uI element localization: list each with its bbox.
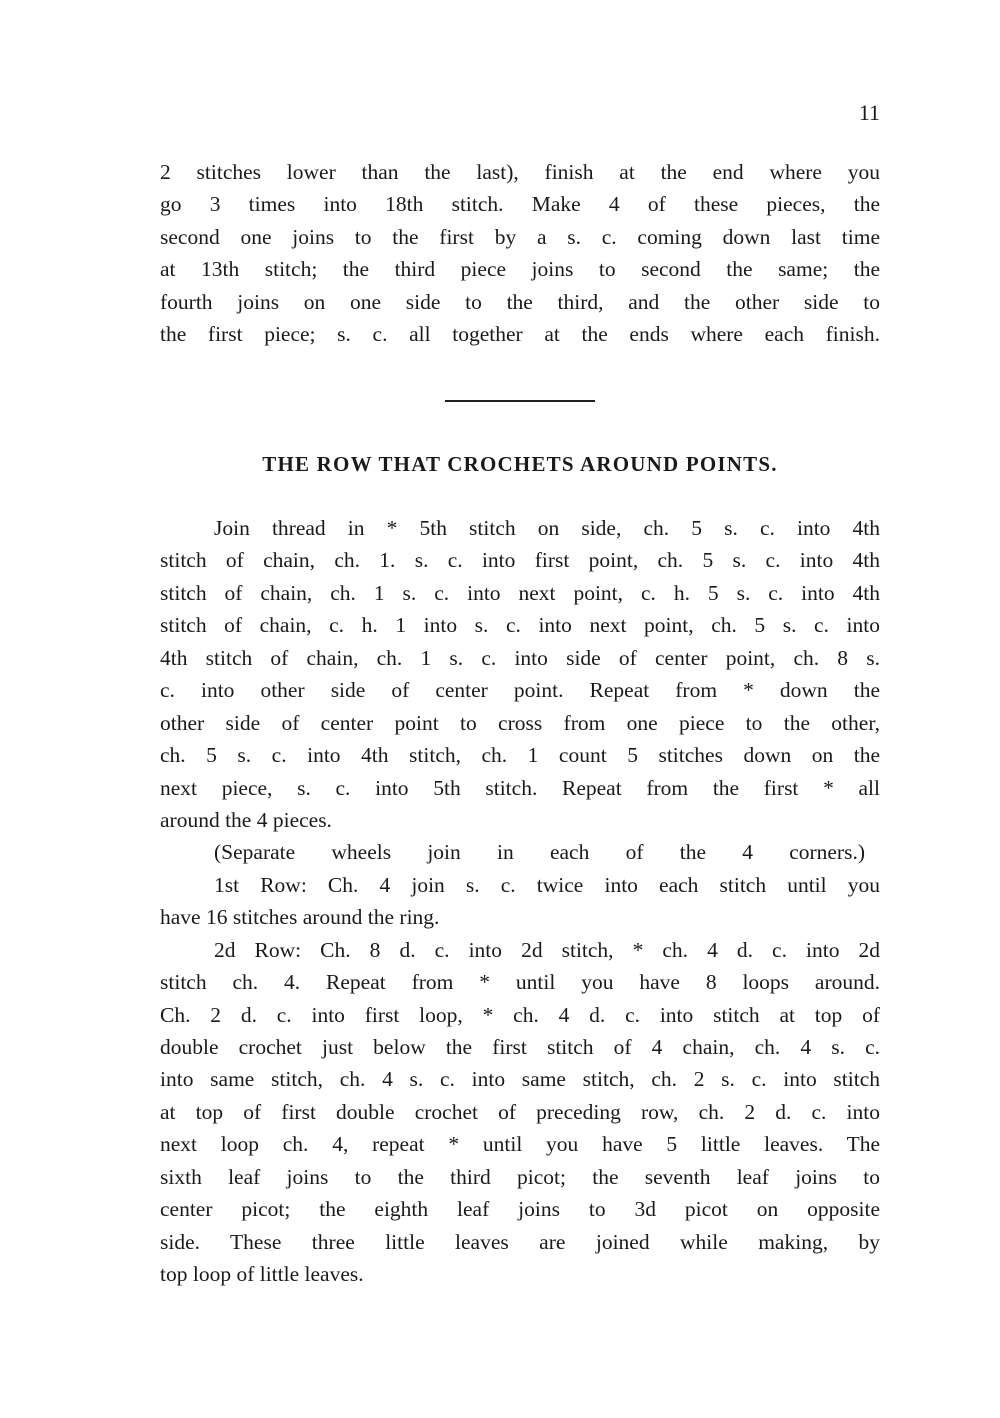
text-line: around the 4 pieces. xyxy=(160,807,332,832)
text-line: ch. 5 s. c. into 4th stitch, ch. 1 count 5 stitches down on the xyxy=(160,743,880,768)
text-line: stitch of chain, ch. 1 s. c. into next point, c. h. 5 s. c. into 4th xyxy=(160,580,880,605)
text-line: top loop of little leaves. xyxy=(160,1262,364,1287)
text-line: 2 stitches lower than the last), finish at the end where you xyxy=(160,160,880,184)
text-line: go 3 times into 18th stitch. Make 4 of these pieces, the xyxy=(160,192,880,217)
text-line: c. into other side of center point. Repeat from * down the xyxy=(160,678,880,703)
text-line: side. These three little leaves are joined while making, by xyxy=(160,1229,880,1254)
section-divider xyxy=(445,400,595,402)
text-line: stitch ch. 4. Repeat from * until you have 8 loops around. xyxy=(160,970,880,995)
text-line: at top of first double crochet of preceding row, ch. 2 d. c. into xyxy=(160,1099,880,1124)
section-title: THE ROW THAT CROCHETS AROUND POINTS. xyxy=(262,452,778,476)
text-line: 2d Row: Ch. 8 d. c. into 2d stitch, * ch. 4 d. c. into 2d xyxy=(214,937,880,962)
text-line: the first piece; s. c. all together at the ends where each finish. xyxy=(160,322,880,347)
text-line: double crochet just below the first stitch of 4 chain, ch. 4 s. c. xyxy=(160,1035,880,1059)
text-line: stitch of chain, ch. 1. s. c. into first point, ch. 5 s. c. into 4th xyxy=(160,548,880,573)
text-line: (Separate wheels join in each of the 4 corners.) xyxy=(214,840,865,865)
text-line: stitch of chain, c. h. 1 into s. c. into next point, ch. 5 s. c. into xyxy=(160,613,880,638)
text-line: Ch. 2 d. c. into first loop, * ch. 4 d. c. into stitch at top of xyxy=(160,1002,880,1027)
page-number: 11 xyxy=(858,100,880,125)
text-line: sixth leaf joins to the third picot; the seventh leaf joins to xyxy=(160,1164,880,1189)
continuation-paragraph xyxy=(160,156,880,351)
text-line: Join thread in * 5th stitch on side, ch. 5 s. c. into 4th xyxy=(214,516,880,540)
text-line: next loop ch. 4, repeat * until you have 5 little leaves. The xyxy=(160,1132,880,1157)
text-line: second one joins to the first by a s. c. coming down last time xyxy=(160,224,880,249)
text-line: 1st Row: Ch. 4 join s. c. twice into each stitch until you xyxy=(214,872,880,897)
text-line: 4th stitch of chain, ch. 1 s. c. into side of center point, ch. 8 s. xyxy=(160,645,880,670)
section-body xyxy=(160,512,880,1291)
text-line: center picot; the eighth leaf joins to 3d picot on opposite xyxy=(160,1197,880,1222)
text-line: other side of center point to cross from one piece to the other, xyxy=(160,710,880,735)
text-line: next piece, s. c. into 5th stitch. Repeat from the first * all xyxy=(160,775,880,800)
text-line: have 16 stitches around the ring. xyxy=(160,905,440,930)
text-line: into same stitch, ch. 4 s. c. into same stitch, ch. 2 s. c. into stitch xyxy=(160,1067,880,1092)
text-line: at 13th stitch; the third piece joins to second the same; the xyxy=(160,257,880,282)
text-line: fourth joins on one side to the third, and the other side to xyxy=(160,289,880,314)
